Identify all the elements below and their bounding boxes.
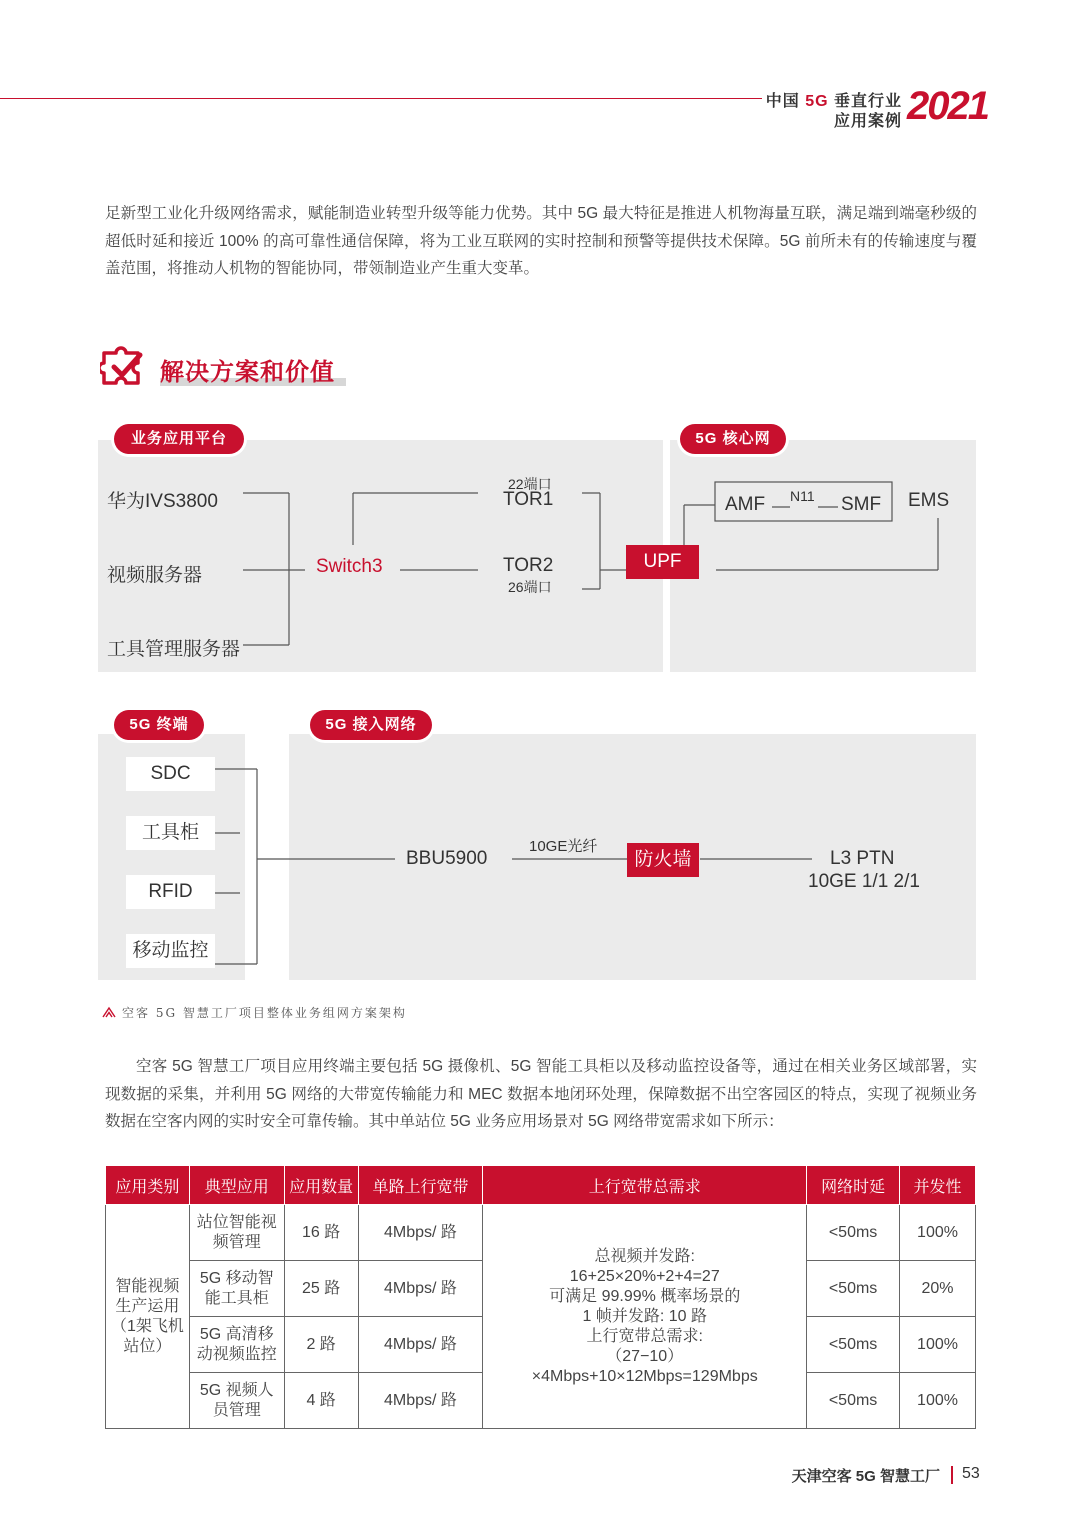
bw-cell: 4Mbps/ 路 [358,1261,483,1317]
tor2-port-label: 26端口 [508,579,552,595]
tor2-node: TOR2 [503,555,554,576]
bandwidth-table [105,1165,976,1429]
header-app-count: 应用数量 [284,1166,358,1205]
header-title-line2: 应用案例 [833,113,902,130]
latency-cell: <50ms [807,1373,900,1429]
latency-cell: <50ms [807,1261,900,1317]
firewall-node: 防火墙 [627,843,699,877]
header-title-line1: 中国 5G 垂直行业 [765,93,902,110]
terminal-item-rfid: RFID [126,875,215,909]
body-paragraph: 空客 5G 智慧工厂项目应用终端主要包括 5G 摄像机、5G 智能工具柜以及移动监控设备等，通过在相关业务区域部署，实现数据的采集，并利用 5G 网络的大带宽传输能力和 MEC 数据本地闭环处理，保障数据不出空客园区的特点，实现了视频业务数据在空客内网的实时安全可靠传输。其中单站位 5G 业务应用场景对 5G 网络带宽需求如下所示： [105,1058,977,1130]
ptn-node-line1: L3 PTN [830,848,895,869]
tor1-port-label: 22端口 [508,476,552,492]
latency-cell: <50ms [807,1205,900,1261]
smf-node: SMF [841,494,882,515]
header-typical-app: 典型应用 [189,1166,284,1205]
bbu5900-node: BBU5900 [406,848,488,869]
platform-item-tool-server: 工具管理服务器 [107,639,241,660]
concurrency-cell: 20% [900,1261,976,1317]
ptn-node-line2: 10GE 1/1 2/1 [808,871,920,892]
fiber-link-label: 10GE光纤 [529,838,598,855]
page-number: 53 [962,1465,980,1482]
switch3-node: Switch3 [316,556,383,577]
header-per-stream-bw: 单路上行宽带 [358,1166,483,1205]
tor1-node: TOR1 [503,489,554,510]
count-cell: 25 路 [284,1261,358,1317]
table-header-row [106,1166,976,1205]
intro-paragraph: 足新型工业化升级网络需求，赋能制造业转型升级等能力优势。其中 5G 最大特征是推进人机物海量互联，满足端到端毫秒级的超低时延和接近 100% 的高可靠性通信保障，将为工业互联网的实时控制和预警等提供技术保障。5G 前所未有的传输速度与覆盖范围，将推动人机物的智能协同，带领制造业产生重大变革。 [105,205,977,277]
bw-cell: 4Mbps/ 路 [358,1373,483,1429]
count-cell: 4 路 [284,1373,358,1429]
app-cell: 5G 移动智能工具柜 [189,1261,284,1317]
app-cell: 站位智能视频管理 [189,1205,284,1261]
bw-cell: 4Mbps/ 路 [358,1317,483,1373]
total-demand-line: （27−10） [606,1347,684,1365]
terminal-item-mobile-monitor: 移动监控 [126,934,215,968]
footer-title: 天津空客 5G 智慧工厂 [791,1468,940,1485]
ems-node: EMS [908,490,950,511]
concurrency-cell: 100% [900,1373,976,1429]
caption-icon [102,1006,116,1018]
total-demand-line: 可满足 99.99% 概率场景的 [549,1287,741,1305]
total-demand-line: 上行宽带总需求: [586,1327,703,1345]
latency-cell: <50ms [807,1317,900,1373]
header-year-logo: 2021 [907,84,988,128]
header-concurrency: 并发性 [900,1166,976,1205]
category-cell: 智能视频生产运用（1架飞机站位） [106,1205,190,1429]
terminal-item-sdc: SDC [126,757,215,791]
business-platform-label: 业务应用平台 [114,424,244,454]
app-cell: 5G 视频人员管理 [189,1373,284,1429]
total-demand-line: 总视频并发路: [594,1247,695,1265]
header-category: 应用类别 [106,1166,190,1205]
count-cell: 16 路 [284,1205,358,1261]
total-demand-line: 16+25×20%+2+4=27 [569,1267,720,1285]
footer-divider [951,1466,953,1484]
total-demand-cell [483,1205,807,1429]
n11-interface-label: N11 [790,488,815,504]
upf-node: UPF [626,545,699,579]
bw-cell: 4Mbps/ 路 [358,1205,483,1261]
header-total-demand: 上行宽带总需求 [483,1166,807,1205]
core-network-label: 5G 核心网 [680,424,786,454]
app-cell: 5G 高清移动视频监控 [189,1317,284,1373]
count-cell: 2 路 [284,1317,358,1373]
table-row [106,1205,976,1261]
access-network-label: 5G 接入网络 [310,710,432,740]
concurrency-cell: 100% [900,1317,976,1373]
total-demand-line: ×4Mbps+10×12Mbps=129Mbps [531,1367,758,1385]
total-demand-line: 1 帧并发路: 10 路 [582,1307,707,1325]
terminal-item-tool-cabinet: 工具柜 [126,816,215,850]
terminal-label: 5G 终端 [114,710,204,740]
platform-item-ivs3800: 华为IVS3800 [107,491,218,512]
section-title: 解决方案和价值 [160,359,335,386]
diagram-caption: 空客 5G 智慧工厂项目整体业务组网方案架构 [122,1006,407,1020]
platform-item-video-server: 视频服务器 [107,565,203,586]
amf-node: AMF [725,494,766,515]
header-latency: 网络时延 [807,1166,900,1205]
concurrency-cell: 100% [900,1205,976,1261]
